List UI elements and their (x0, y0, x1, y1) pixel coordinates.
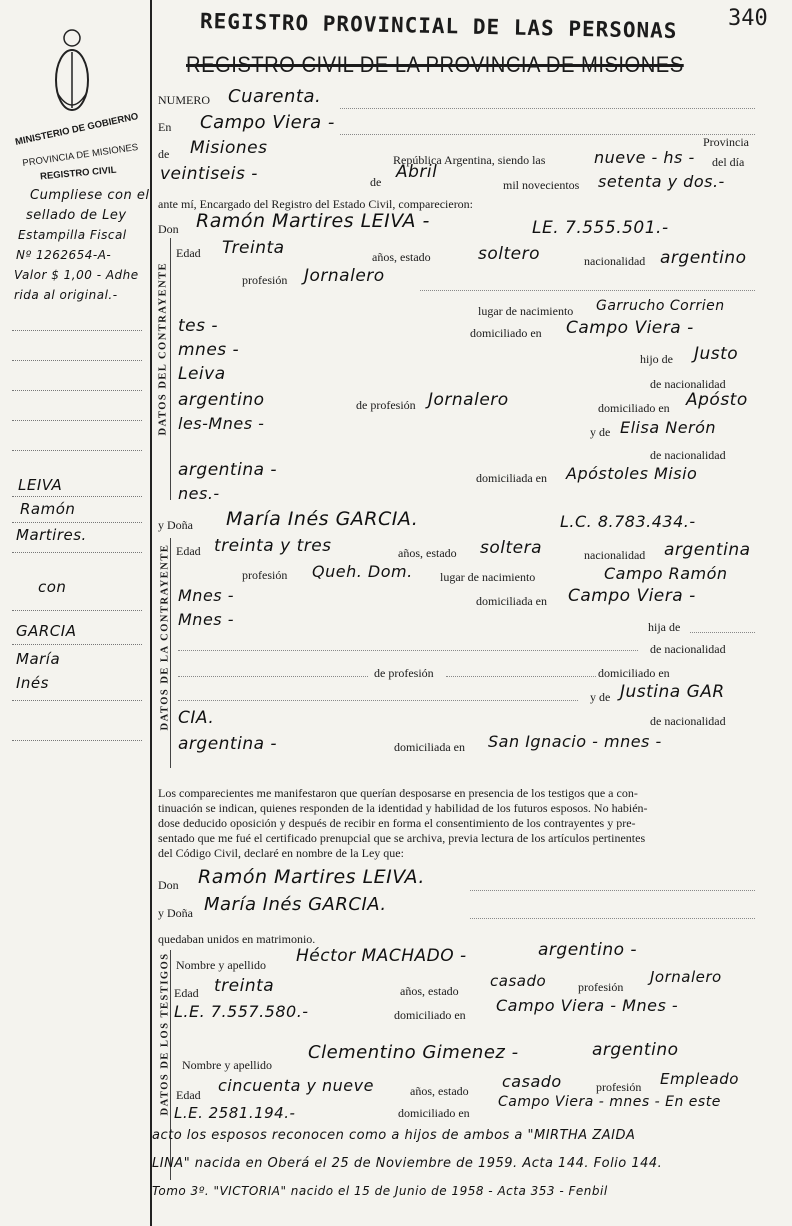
c1-estado: soltero (478, 244, 540, 264)
t2-anios-estado: años, estado (410, 1084, 469, 1098)
left-margin (0, 0, 150, 1226)
t1-domiciliado-label: domiciliado en (394, 1008, 466, 1022)
don-document: LE. 7.555.501.- (532, 218, 669, 238)
c2-de-nacionalidad2: de nacionalidad (650, 714, 726, 728)
contrayente1-side-label: DATOS DEL CONTRAYENTE (157, 261, 169, 436)
t1-estado: casado (490, 972, 547, 990)
c2-edad: treinta y tres (214, 536, 332, 556)
t1-edad: treinta (214, 976, 275, 996)
numero-label: NUMERO (158, 93, 211, 107)
hora-value: nueve - hs - (594, 148, 695, 167)
margin-name-6: María (16, 650, 61, 668)
t2-profesion-label: profesión (596, 1080, 642, 1094)
c1-domiciliado-label: domiciliado en (470, 326, 542, 340)
margin-name-5: GARCIA (16, 622, 77, 640)
c1-hijo-label: hijo de (640, 352, 673, 366)
c1-domiciliada-label: domiciliada en (476, 471, 547, 485)
testigos-side-label: DATOS DE LOS TESTIGOS (159, 952, 171, 1116)
recognition-note-1: acto los esposos reconocen como a hijos de ambos a "MIRTHA ZAIDA (152, 1128, 636, 1143)
coat-of-arms-icon (50, 24, 94, 124)
decl-don-label: Don (158, 878, 179, 892)
page-number: 340 (728, 6, 768, 31)
t2-nacionalidad: argentino (592, 1040, 679, 1060)
c1-y-de: y de (590, 425, 611, 439)
decl-dona-value: María Inés GARCIA. (204, 894, 387, 915)
c1-domicilio: Campo Viera - (566, 318, 694, 338)
don-label: Don (158, 222, 179, 236)
t2-nombre: Clementino Gimenez - (308, 1042, 519, 1063)
mil-novecientos-label: mil novecientos (503, 178, 580, 192)
don-value: Ramón Martires LEIVA - (196, 210, 430, 232)
c1-domicilio-cont: mnes - (178, 340, 240, 360)
t1-edad-label: Edad (174, 986, 199, 1000)
t2-domicilio: Campo Viera - mnes - En este (498, 1094, 721, 1110)
t1-nacionalidad: argentino - (538, 940, 638, 960)
t1-domicilio: Campo Viera - Mnes - (496, 996, 679, 1015)
c2-domiciliada-en: domiciliada en (394, 740, 465, 754)
c1-madre-domicilio-cont: nes.- (178, 484, 220, 503)
margin-name-2: Ramón (20, 500, 76, 518)
margin-note-l1: Cumpliese con el (30, 188, 150, 203)
c2-de-nacionalidad1: de nacionalidad (650, 642, 726, 656)
c1-madre-domicilio: Apóstoles Misio (566, 464, 698, 483)
t2-edad: cincuenta y nueve (218, 1076, 374, 1095)
del-dia-label: del día (712, 155, 745, 169)
margin-note-l2: sellado de Ley (26, 208, 127, 223)
decl-dona-label: y Doña (158, 906, 193, 920)
c1-nacionalidad: argentino (660, 248, 747, 268)
recognition-note-3: Tomo 3º. "VICTORIA" nacido el 15 de Junio de 1958 - Acta 353 - Fenbil (152, 1184, 608, 1198)
t1-profesion: Jornalero (650, 968, 722, 986)
ministry-line1: MINISTERIO DE GOBIERNO (14, 111, 140, 148)
c1-domiciliado-en: domiciliado en (598, 401, 670, 415)
c1-padre: Justo (694, 344, 739, 364)
declaration-line2: tinuación se indican, quienes responden de la identidad y habilidad de los futuros esposos. No habién- (158, 801, 648, 815)
c2-y-de: y de (590, 690, 611, 704)
c1-de-nacionalidad2: de nacionalidad (650, 448, 726, 462)
margin-note-l4: Nº 1262654-A- (16, 248, 112, 262)
t1-anios-estado: años, estado (400, 984, 459, 998)
t2-edad-label: Edad (176, 1088, 201, 1102)
margin-divider (150, 0, 152, 1226)
margin-name-4: con (38, 578, 67, 596)
c1-nacionalidad-label: nacionalidad (584, 254, 646, 268)
declaration-line1: Los comparecientes me manifestaron que querían desposarse en presencia de los testigos que a con- (158, 786, 638, 800)
recognition-note-2: LINA" nacida en Oberá el 25 de Noviembre de 1959. Acta 144. Folio 144. (152, 1156, 663, 1171)
margin-name-3: Martires. (16, 526, 87, 544)
t1-profesion-label: profesión (578, 980, 624, 994)
en-label: En (158, 120, 172, 134)
c1-de-nacionalidad1: de nacionalidad (650, 377, 726, 391)
margin-note-l3: Estampilla Fiscal (18, 228, 127, 242)
c2-lugar: Campo Ramón (604, 564, 728, 583)
t1-nombre: Héctor MACHADO - (296, 946, 467, 966)
ante-text: ante mí, Encargado del Registro del Estado Civil, comparecieron: (158, 197, 474, 211)
c1-profesion: Jornalero (304, 266, 385, 286)
c1-de-profesion: de profesión (356, 398, 416, 412)
c1-profesion-label: profesión (242, 273, 288, 287)
c2-madre-domicilio: San Ignacio - mnes - (488, 732, 662, 751)
declaration-line3: dose deducido oposición y después de recibir en forma el consentimiento de los contrayentes y pre- (158, 816, 636, 830)
c1-madre: Elisa Nerón (620, 418, 717, 437)
dona-label: y Doña (158, 518, 193, 532)
c2-estado: soltera (480, 538, 543, 558)
c2-profesion: Queh. Dom. (312, 562, 413, 581)
decl-don-value: Ramón Martires LEIVA. (198, 866, 425, 888)
c2-de-profesion: de profesión (374, 666, 434, 680)
de2-label: de (370, 175, 382, 189)
contrayente2-side-label: DATOS DE LA CONTRAYENTE (159, 543, 171, 731)
c2-domicilio-cont: Mnes - (178, 610, 234, 629)
c1-padre-profesion: Jornalero (428, 390, 509, 410)
contrayente1-bracket (170, 238, 171, 500)
c2-nacionalidad-label: nacionalidad (584, 548, 646, 562)
c1-padre-nacionalidad: argentino (178, 390, 265, 410)
declaration-line4: sentado que me fué el certificado prenupcial que se archiva, previa lectura de los artículos pertinentes (158, 831, 646, 845)
c2-profesion-label: profesión (242, 568, 288, 582)
c1-padre-cont: Leiva (178, 364, 226, 384)
c1-anios-estado: años, estado (372, 250, 431, 264)
t1-nombre-label: Nombre y apellido (176, 958, 266, 972)
margin-note-l5: Valor $ 1,00 - Adhe (14, 268, 139, 282)
c1-lugar: Garrucho Corrien (596, 298, 725, 314)
c2-nacionalidad: argentina (664, 540, 751, 560)
republica-text: República Argentina, siendo las (393, 153, 546, 167)
unidos-text: quedaban unidos en matrimonio. (158, 932, 316, 946)
dona-value: María Inés GARCIA. (226, 508, 419, 530)
de-label: de (158, 147, 170, 161)
t2-estado: casado (502, 1072, 562, 1091)
c2-anios-estado: años, estado (398, 546, 457, 560)
struck-registry-title: REGISTRO CIVIL DE LA PROVINCIA DE MISIONES (186, 52, 684, 77)
margin-name-1: LEIVA (18, 476, 63, 494)
c1-edad-label: Edad (176, 246, 201, 260)
en-value: Campo Viera - (200, 112, 335, 133)
c2-madre-nacionalidad: argentina - (178, 734, 278, 754)
t2-profesion: Empleado (660, 1070, 739, 1088)
c2-domiciliado-en: domiciliado en (598, 666, 670, 680)
declaration-line5: del Código Civil, declaré en nombre de la Ley que: (158, 846, 404, 860)
ministry-line2: PROVINCIA DE MISIONES (21, 141, 139, 170)
c2-edad-label: Edad (176, 544, 201, 558)
dona-document: L.C. 8.783.434.- (560, 512, 696, 531)
c1-padre-domicilio-cont: les-Mnes - (178, 414, 265, 433)
c2-madre-cont: CIA. (178, 708, 215, 728)
c1-edad: Treinta (222, 238, 285, 258)
registry-title: REGISTRO PROVINCIAL DE LAS PERSONAS (199, 9, 678, 43)
t1-documento: L.E. 7.557.580.- (174, 1002, 309, 1021)
c1-madre-nacionalidad: argentina - (178, 460, 278, 480)
t2-documento: L.E. 2581.194.- (174, 1104, 296, 1122)
numero-value: Cuarenta. (228, 86, 322, 107)
provincia-label: Provincia (703, 135, 749, 149)
t2-nombre-label: Nombre y apellido (182, 1058, 272, 1072)
margin-note-l6: rida al original.- (14, 288, 118, 302)
c2-lugar-cont: Mnes - (178, 586, 234, 605)
t2-domiciliado-label: domiciliado en (398, 1106, 470, 1120)
c2-domicilio: Campo Viera - (568, 586, 696, 606)
c2-hija-label: hija de (648, 620, 681, 634)
mes-value: Abril (396, 162, 438, 182)
c2-domiciliada-label: domiciliada en (476, 594, 547, 608)
margin-name-7: Inés (16, 674, 49, 692)
c1-padre-domicilio: Apósto (686, 390, 748, 410)
dia-value: veintiseis - (160, 164, 258, 184)
c2-madre: Justina GAR (620, 682, 725, 702)
c1-lugar-label: lugar de nacimiento (478, 304, 574, 318)
c2-lugar-label: lugar de nacimiento (440, 570, 536, 584)
de-value: Misiones (190, 138, 268, 158)
anio-value: setenta y dos.- (598, 172, 725, 191)
ministry-line3: REGISTRO CIVIL (39, 164, 117, 183)
c1-lugar-cont: tes - (178, 316, 219, 336)
